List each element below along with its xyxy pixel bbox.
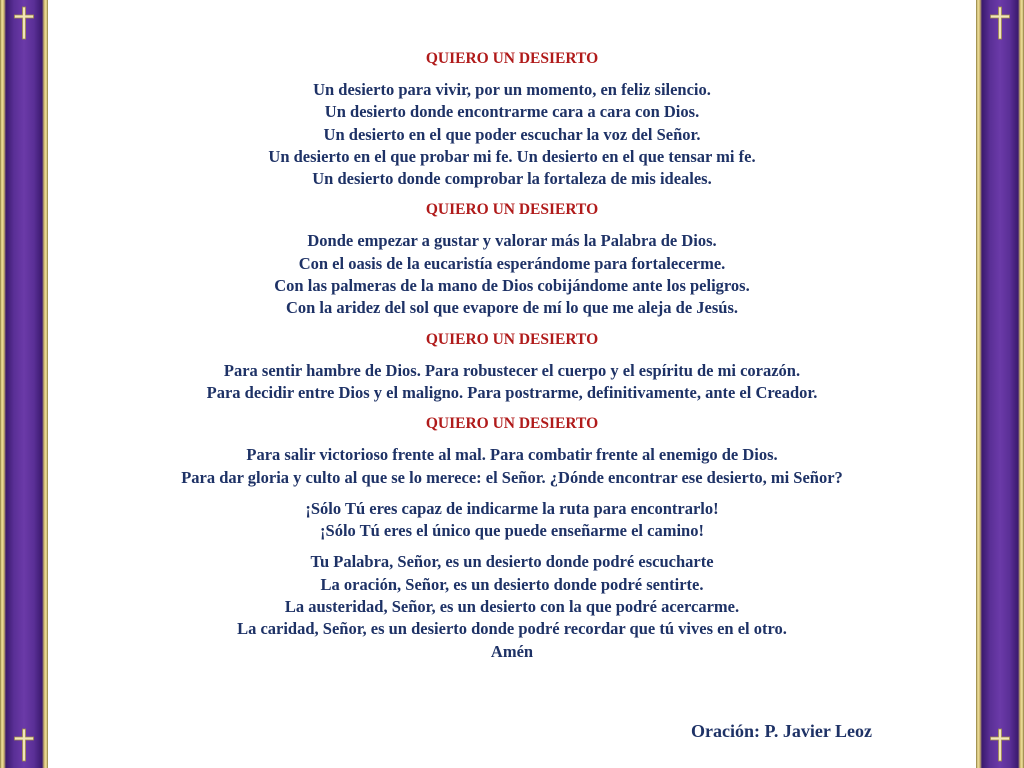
- poem-line: Con la aridez del sol que evapore de mí lo que me aleja de Jesús.: [285, 298, 739, 318]
- poem-line: Un desierto para vivir, por un momento, en feliz silencio.: [313, 80, 711, 99]
- section-heading: QUIERO UN DESIERTO: [425, 415, 599, 433]
- cross-icon: [12, 728, 36, 762]
- poem-line: La oración, Señor, es un desierto donde podré sentirte.: [320, 574, 704, 594]
- left-border: [0, 0, 48, 768]
- poem-line: Amén: [490, 641, 534, 661]
- poem: [90, 48, 934, 672]
- cross-icon: [12, 6, 36, 40]
- poem-line: Donde empezar a gustar y valorar más la Palabra de Dios.: [307, 231, 717, 251]
- poem-line: La austeridad, Señor, es un desierto con la que podré acercarme.: [284, 597, 740, 617]
- poem-line: Con el oasis de la eucaristía esperándome para fortalecerme.: [298, 253, 726, 273]
- section-heading: QUIERO UN DESIERTO: [425, 50, 599, 67]
- poem-line: Para sentir hambre de Dios. Para robustecer el cuerpo y el espíritu de mi corazón.: [223, 360, 801, 380]
- stanza: [90, 79, 934, 190]
- poem-line: Con las palmeras de la mano de Dios cobijándome ante los peligros.: [274, 276, 750, 296]
- author-signature: Oración: P. Javier Leoz: [691, 721, 872, 741]
- poem-line: Un desierto donde comprobar la fortaleza de mis ideales.: [312, 169, 712, 189]
- poem-line: Tu Palabra, Señor, es un desierto donde podré escucharte: [310, 552, 714, 572]
- poem-line: ¡Sólo Tú eres capaz de indicarme la ruta para encontrarlo!: [305, 498, 719, 518]
- cross-icon: [988, 6, 1012, 40]
- poem-line: Para decidir entre Dios y el maligno. Para postrarme, definitivamente, ante el Creador.: [206, 382, 818, 402]
- poem-line: ¡Sólo Tú eres el único que puede enseñarme el camino!: [320, 521, 704, 541]
- stanza: [90, 230, 934, 319]
- poem-line: Un desierto en el que probar mi fe. Un desierto en el que tensar mi fe.: [268, 146, 756, 166]
- poem-line: Para salir victorioso frente al mal. Para combatir frente al enemigo de Dios.: [246, 445, 778, 465]
- closing-stanza: [90, 498, 934, 543]
- poem-line: La caridad, Señor, es un desierto donde podré recordar que tú vives en el otro.: [237, 619, 787, 639]
- poem-line: Un desierto en el que poder escuchar la voz del Señor.: [323, 124, 701, 144]
- poem-line: Un desierto donde encontrarme cara a cara con Dios.: [324, 102, 700, 122]
- stanza: [90, 444, 934, 489]
- section-heading: QUIERO UN DESIERTO: [425, 201, 599, 219]
- closing-stanza: [90, 551, 934, 662]
- poem-line: Para dar gloria y culto al que se lo merece: el Señor. ¿Dónde encontrar ese desierto, mi Señor?: [181, 467, 843, 487]
- stanza: [90, 360, 934, 405]
- section-heading: QUIERO UN DESIERTO: [425, 330, 599, 348]
- right-border: [976, 0, 1024, 768]
- cross-icon: [988, 728, 1012, 762]
